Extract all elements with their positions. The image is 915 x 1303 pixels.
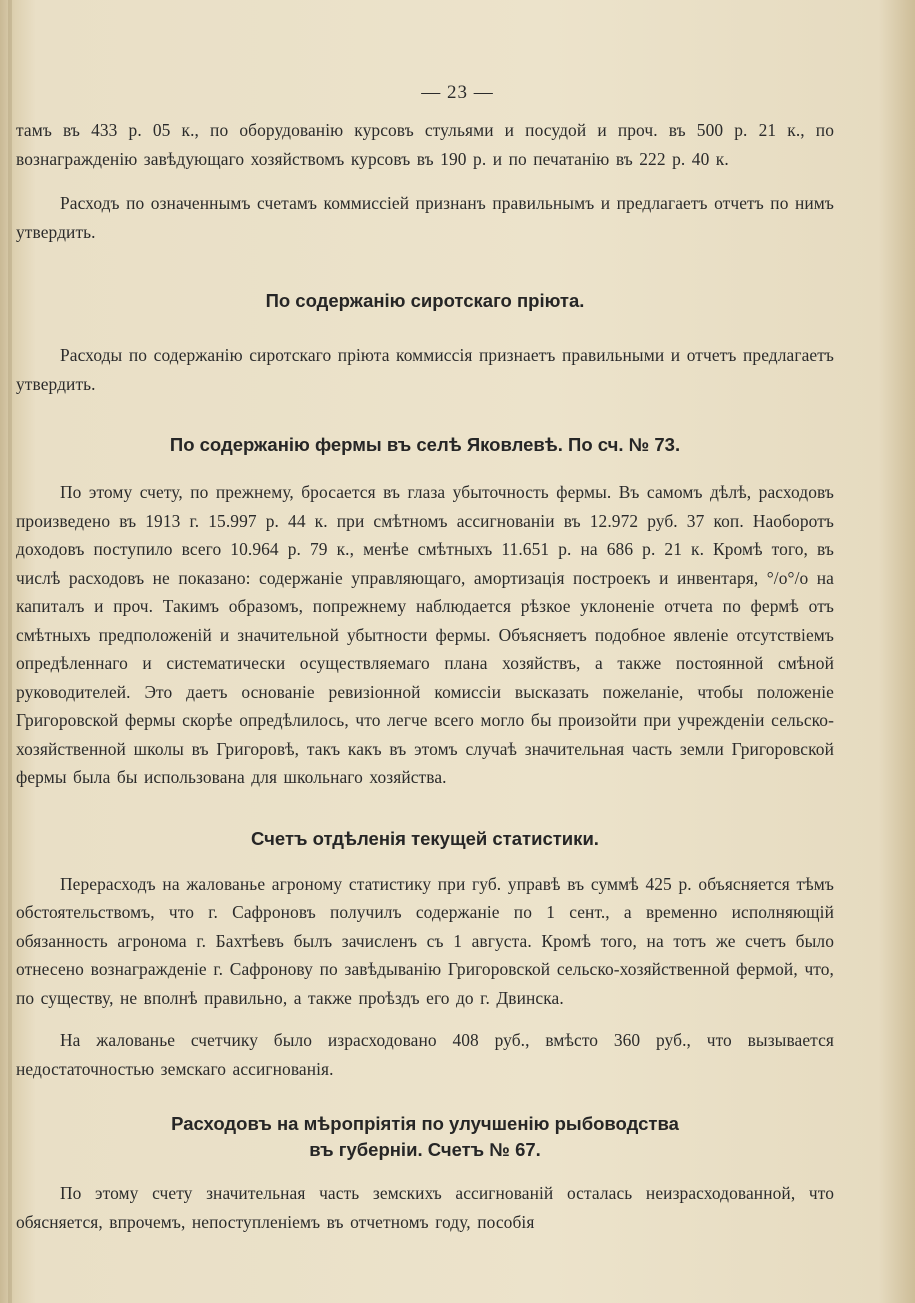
paragraph-statistics-overspend: Перерасходъ на жалованье агроному статистику при губ. управѣ въ суммѣ 425 р. объясняется тѣмъ обстоятельствомъ, что г. Сафроновъ получилъ содержаніе по 1 сент., а временно исполняющій обязанность агронома г. Бахтѣевъ былъ зачисленъ съ 1 августа. Кромѣ того, на тотъ же счетъ было отнесено вознагражденіе г. Сафронову по завѣдыванію Григоровской сельско-хозяйственной фермой, что, по существу, не вполнѣ правильно, а также проѣздъ его до г. Двинска. (16, 873, 834, 1008)
heading-fishery (16, 1111, 834, 1163)
paragraph-commission-approval: Расходъ по означеннымъ счетамъ коммиссіей признанъ правильнымъ и предлагаетъ отчетъ по нимъ утвердить. (16, 193, 834, 242)
paragraph-fishery: По этому счету значительная часть земскихъ ассигнованій осталась неизрасходованной, что обясняется, впрочемъ, непоступленіемъ въ отчетномъ году, пособія (16, 1183, 834, 1232)
heading-fishery-line1: Расходовъ на мѣропріятія по улучшенію рыбоводства (171, 1113, 679, 1134)
page-number: — 23 — (421, 82, 494, 103)
paragraph-orphanage: Расходы по содержанію сиротскаго пріюта коммиссія признаетъ правильными и отчетъ предлагаетъ утвердить. (16, 345, 834, 394)
heading-orphanage: По содержанію сиротскаго пріюта. (265, 290, 585, 311)
paragraph-continuation: тамъ въ 433 р. 05 к., по оборудованію курсовъ стульями и посудой и проч. въ 500 р. 21 к., по вознагражденію завѣдующаго хозяйствомъ курсовъ въ 190 р. и по печатанію въ 222 р. 40 к. (16, 120, 834, 169)
paragraph-farm: По этому счету, по прежнему, бросается въ глаза убыточность фермы. Въ самомъ дѣлѣ, расходовъ произведено въ 1913 г. 15.997 р. 44 к. при смѣтномъ ассигнованіи въ 12.972 руб. 37 коп. Наоборотъ доходовъ поступило всего 10.964 р. 79 к., менѣе смѣтныхъ 11.651 р. на 686 р. 21 к. Кромѣ того, въ числѣ расходовъ не показано: содержаніе управляющаго, амортизація построекъ и инвентаря, °/о°/о на капиталъ и проч. Такимъ образомъ, попрежнему наблюдается рѣзкое уклоненіе отчета по фермѣ отъ смѣтныхъ предположеній и значительной убытности фермы. Объясняетъ подобное явленіе отсутствіемъ опредѣленнаго и систематически осуществляемаго плана хозяйствъ, а также постоянной смѣной руководителей. Это даетъ основаніе ревизіонной комиссіи высказать пожеланіе, чтобы положеніе Григоровской фермы скорѣе опредѣлилось, что легче всего могло бы произойти при учрежденіи сельско-хозяйственной школы въ Григоровѣ, такъ какъ въ этомъ случаѣ значительная часть земли Григоровской фермы была бы использована для школьнаго хозяйства. (16, 482, 834, 787)
heading-farm: По содержанію фермы въ селѣ Яковлевѣ. По сч. № 73. (169, 434, 681, 455)
page-spine-shadow (8, 0, 12, 1303)
heading-fishery-line2: въ губерніи. Счетъ № 67. (309, 1139, 541, 1160)
paragraph-counter-salary: На жалованье счетчику было израсходовано 408 руб., вмѣсто 360 руб., что вызывается недостаточностью земскаго ассигнованія. (16, 1030, 834, 1079)
page-body (16, 116, 834, 1236)
heading-statistics: Счетъ отдѣленія текущей статистики. (251, 827, 599, 849)
